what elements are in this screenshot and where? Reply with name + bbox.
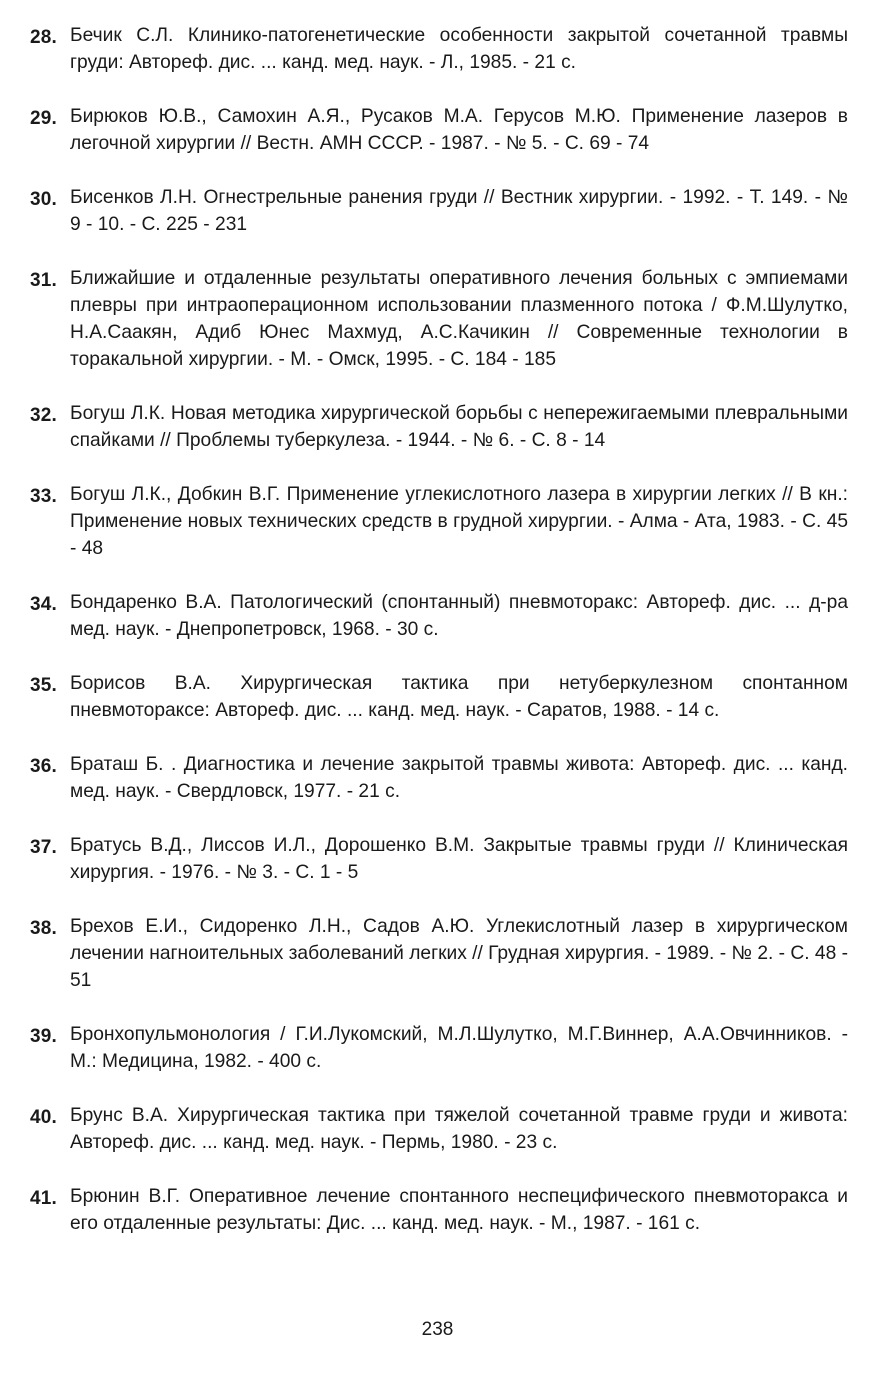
reference-text: Браташ Б. . Диагностика и лечение закрытой травмы живота: Автореф. дис. ... канд. мед. наук. - Свердловск, 1977. - 21 с. [70, 754, 848, 802]
reference-item [30, 1102, 848, 1156]
reference-item [30, 913, 848, 994]
reference-text: Бирюков Ю.В., Самохин А.Я., Русаков М.А. Герусов М.Ю. Применение лазеров в легочной хирургии // Вестн. АМН СССР. - 1987. - № 5. - С. 69 - 74 [70, 106, 848, 154]
reference-text: Брунс В.А. Хирургическая тактика при тяжелой сочетанной травме груди и живота: Автореф. дис. ... канд. мед. наук. - Пермь, 1980. - 23 с. [70, 1105, 848, 1153]
reference-item [30, 184, 848, 238]
reference-number: 28. [30, 27, 58, 48]
reference-item [30, 751, 848, 805]
reference-text: Бечик С.Л. Клинико-патогенетические особенности закрытой сочетанной травмы груди: Автореф. дис. ... канд. мед. наук. - Л., 1985. - 21 с. [70, 25, 848, 73]
reference-item [30, 481, 848, 562]
reference-text: Ближайшие и отдаленные результаты оперативного лечения больных с эмпиемами плевры при интраоперационном использовании плазменного потока / Ф.М.Шулутко, Н.А.Саакян, Адиб Юнес Махмуд, А.С.Качикин // Современные технологии в торакальной хирургии. - М. - Омск, 1995. - С. 184 - 185 [70, 268, 848, 370]
reference-number: 34. [30, 594, 58, 615]
reference-item [30, 1183, 848, 1237]
reference-text: Братусь В.Д., Лиссов И.Л., Дорошенко В.М. Закрытые травмы груди // Клиническая хирургия. - 1976. - № 3. - С. 1 - 5 [70, 835, 848, 883]
reference-number: 32. [30, 405, 58, 426]
reference-text: Брехов Е.И., Сидоренко Л.Н., Садов А.Ю. Углекислотный лазер в хирургическом лечении нагноительных заболеваний легких // Грудная хирургия. - 1989. - № 2. - С. 48 - 51 [70, 916, 848, 991]
reference-number: 36. [30, 756, 58, 777]
reference-text: Бондаренко В.А. Патологический (спонтанный) пневмоторакс: Автореф. дис. ... д-ра мед. наук. - Днепропетровск, 1968. - 30 с. [70, 592, 848, 640]
reference-item [30, 103, 848, 157]
reference-text: Брюнин В.Г. Оперативное лечение спонтанного неспецифического пневмоторакса и его отдаленные результаты: Дис. ... канд. мед. наук. - М., 1987. - 161 с. [70, 1186, 848, 1234]
reference-number: 31. [30, 270, 58, 291]
reference-item [30, 832, 848, 886]
reference-number: 30. [30, 189, 58, 210]
reference-number: 33. [30, 486, 58, 507]
reference-number: 40. [30, 1107, 58, 1128]
reference-text: Богуш Л.К., Добкин В.Г. Применение углекислотного лазера в хирургии легких // В кн.: Применение новых технических средств в грудной хирургии. - Алма - Ата, 1983. - С. 45 - 48 [70, 484, 848, 559]
reference-item [30, 670, 848, 724]
reference-item [30, 22, 848, 76]
page-number: 238 [421, 1319, 454, 1340]
reference-number: 29. [30, 108, 58, 129]
reference-text: Богуш Л.К. Новая методика хирургической борьбы с непережигаемыми плевральными спайками // Проблемы туберкулеза. - 1944. - № 6. - С. 8 - 14 [70, 403, 848, 451]
reference-number: 39. [30, 1026, 58, 1047]
reference-number: 41. [30, 1188, 58, 1209]
reference-item [30, 265, 848, 373]
reference-item [30, 589, 848, 643]
reference-list [30, 22, 848, 1264]
reference-text: Бисенков Л.Н. Огнестрельные ранения груди // Вестник хирургии. - 1992. - Т. 149. - № 9 - 10. - С. 225 - 231 [70, 187, 848, 235]
reference-number: 38. [30, 918, 58, 939]
reference-text: Бронхопульмонология / Г.И.Лукомский, М.Л.Шулутко, М.Г.Виннер, А.А.Овчинников. - М.: Медицина, 1982. - 400 с. [70, 1024, 848, 1072]
reference-text: Борисов В.А. Хирургическая тактика при нетуберкулезном спонтанном пневмотораксе: Автореф. дис. ... канд. мед. наук. - Саратов, 1988. - 14 с. [70, 673, 848, 721]
reference-item [30, 1021, 848, 1075]
reference-number: 37. [30, 837, 58, 858]
reference-number: 35. [30, 675, 58, 696]
reference-item [30, 400, 848, 454]
